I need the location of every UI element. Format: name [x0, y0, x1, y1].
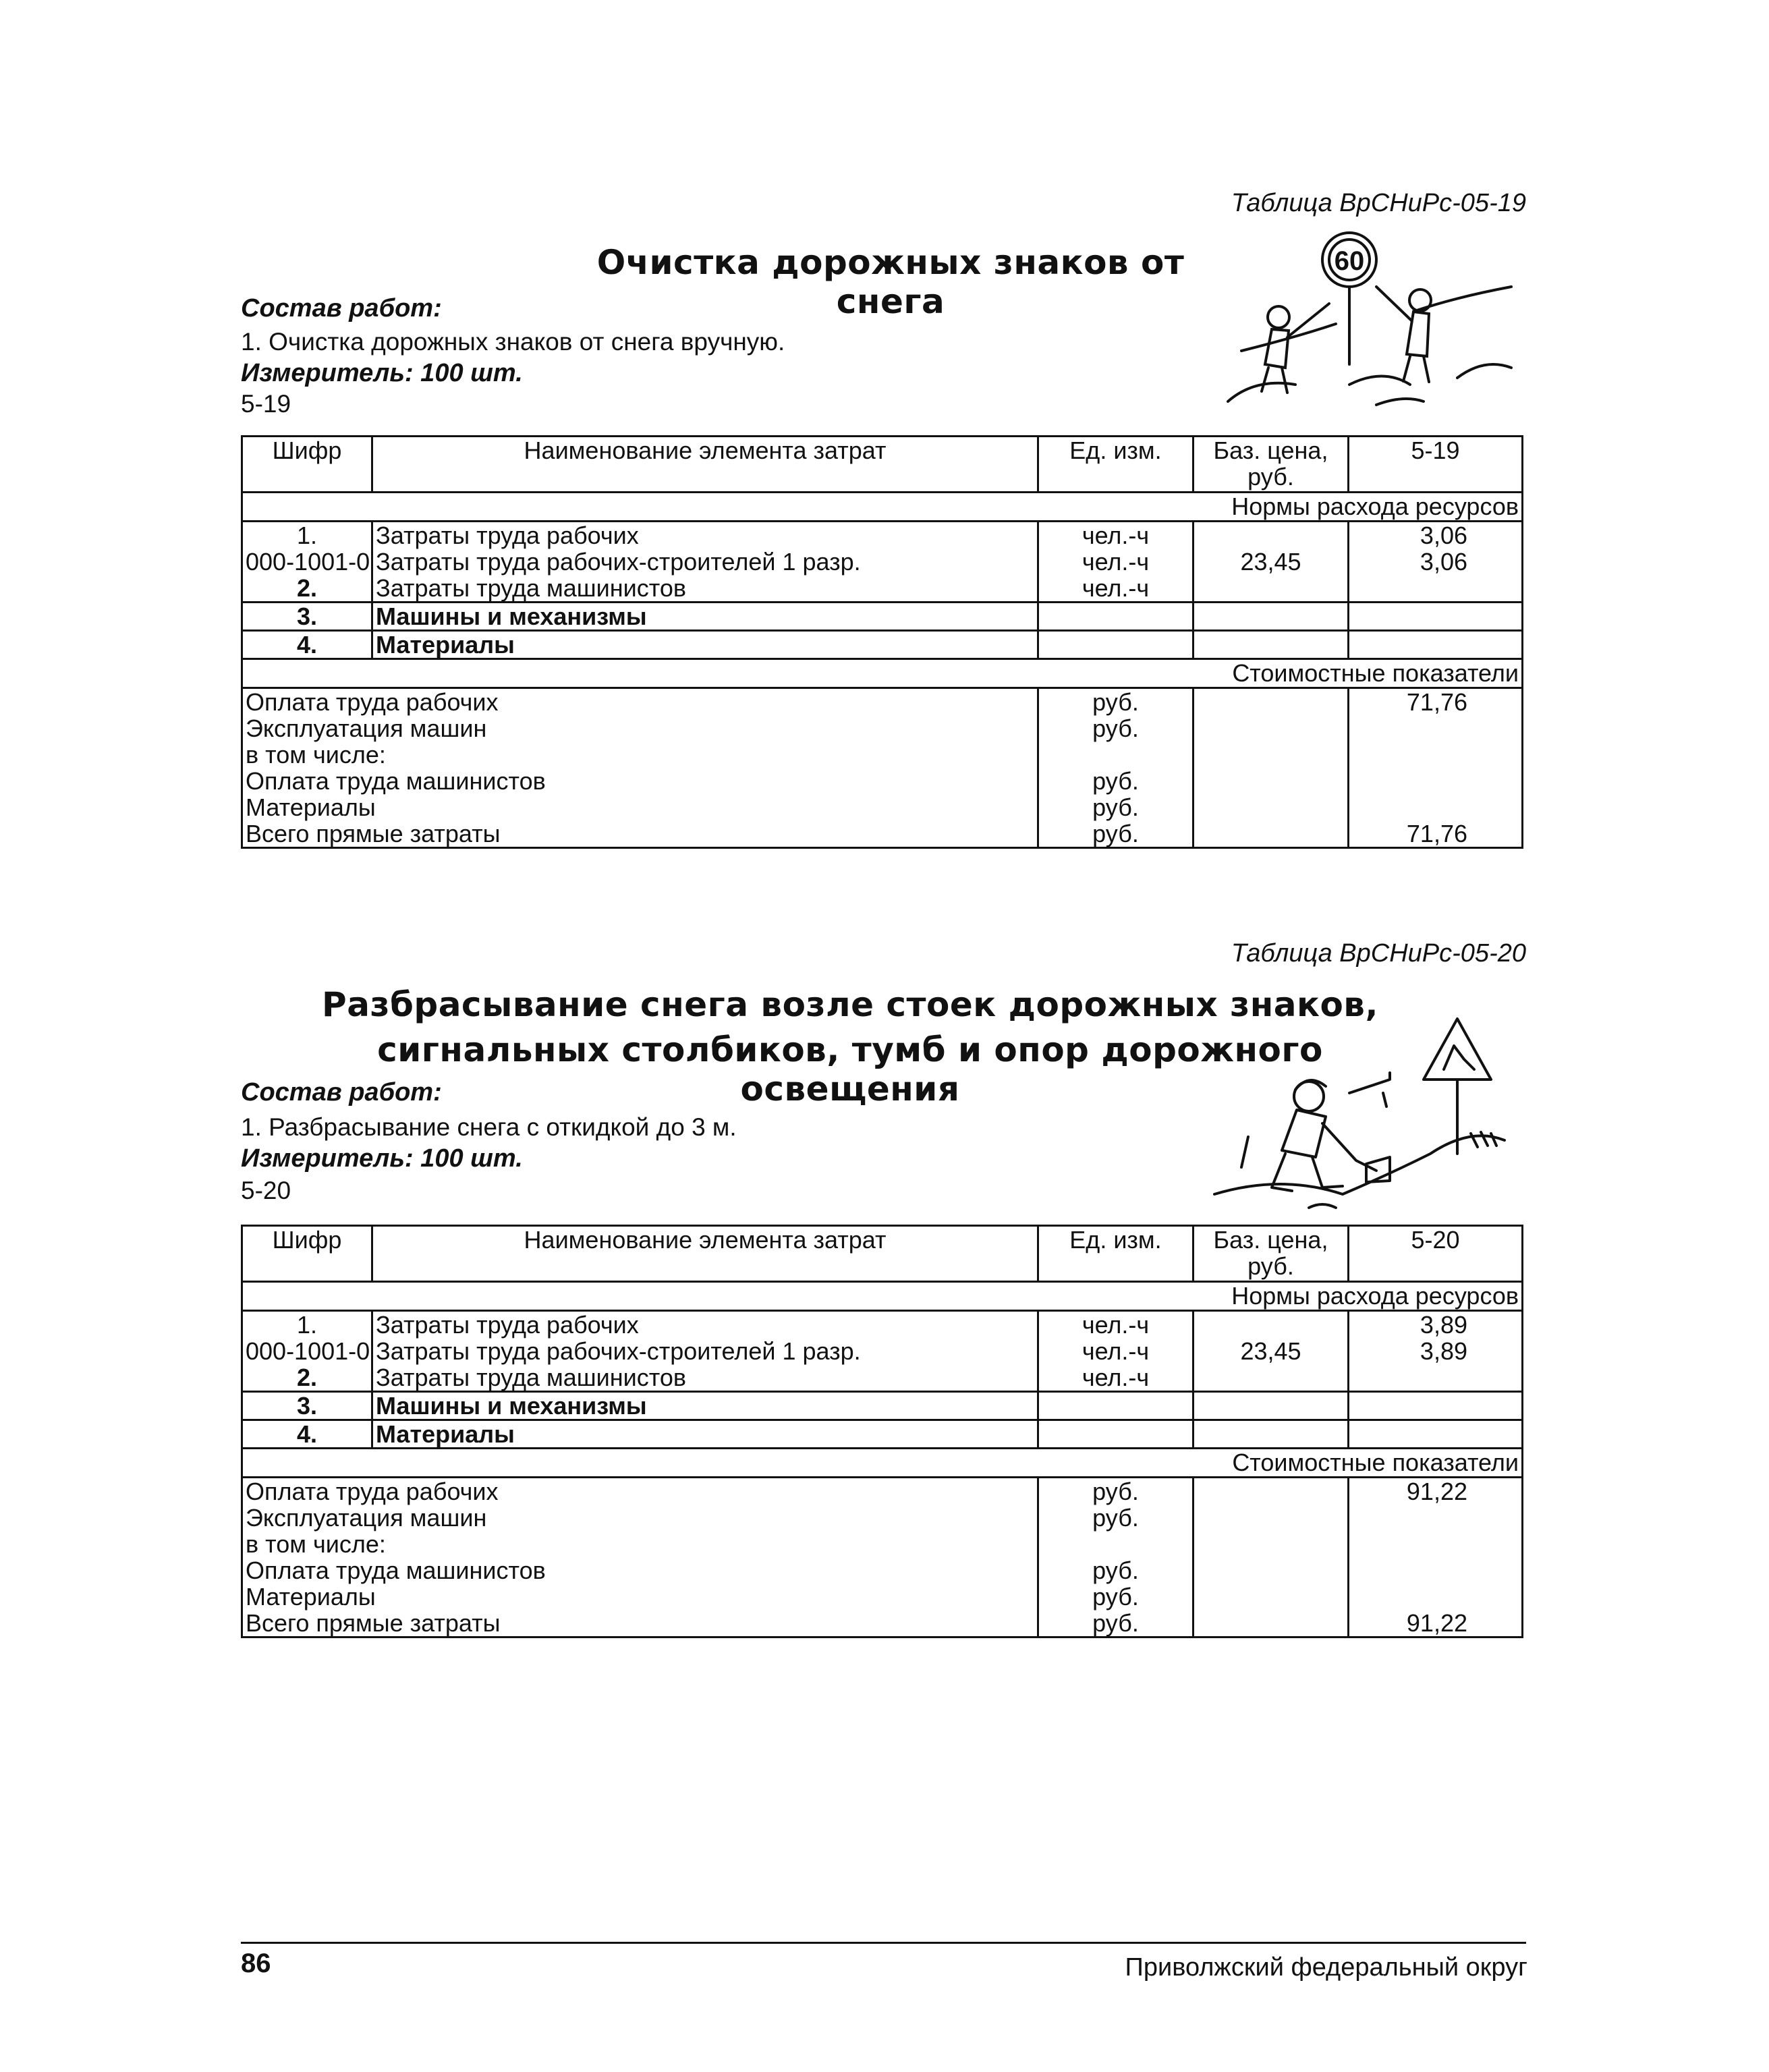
row-value: 71,76 [1349, 820, 1523, 848]
table-row [242, 1420, 1523, 1449]
section-title: Очистка дорожных знаков от снега [596, 243, 1185, 321]
table-row [242, 1364, 1523, 1392]
row-unit [1038, 1392, 1194, 1420]
section-norms: Нормы расхода ресурсов [242, 1282, 1523, 1311]
row-value: 3,06 [1349, 549, 1523, 575]
row-name: Затраты труда рабочих [372, 1311, 1038, 1339]
row-value [1349, 1557, 1523, 1584]
row-code: 2. [242, 575, 372, 603]
col-header-name: Наименование элемента затрат [372, 1226, 1038, 1282]
row-price: 23,45 [1194, 549, 1349, 575]
speed-sign-text: 60 [1334, 246, 1365, 276]
row-code: 1. [242, 1311, 372, 1339]
row-name: Материалы [242, 1584, 1038, 1610]
row-value [1349, 1420, 1523, 1449]
row-name: в том числе: [242, 741, 1038, 768]
row-value: 3,06 [1349, 522, 1523, 549]
row-value: 91,22 [1349, 1610, 1523, 1637]
row-name: Всего прямые затраты [242, 1610, 1038, 1637]
col-header-name: Наименование элемента затрат [372, 437, 1038, 493]
row-code: 4. [242, 1420, 372, 1449]
row-value [1349, 1531, 1523, 1557]
sostav-item: 1. Очистка дорожных знаков от снега вручную. [241, 328, 785, 356]
row-unit: руб. [1038, 820, 1194, 848]
row-value: 3,89 [1349, 1311, 1523, 1339]
row-name: Машины и механизмы [372, 603, 1038, 631]
row-unit [1038, 741, 1194, 768]
row-value [1349, 1584, 1523, 1610]
footer-region: Приволжский федеральный округ [1125, 1953, 1527, 1982]
table-row [242, 1584, 1523, 1610]
row-value [1349, 603, 1523, 631]
sostav-heading: Состав работ: [241, 1078, 442, 1107]
row-value [1349, 794, 1523, 820]
col-header-unit: Ед. изм. [1038, 1226, 1194, 1282]
col-header-value: 5-19 [1349, 437, 1523, 493]
table-row [242, 1610, 1523, 1637]
table-cell [1194, 768, 1349, 794]
col-header-unit: Ед. изм. [1038, 437, 1194, 493]
row-unit: чел.-ч [1038, 1364, 1194, 1392]
row-value [1349, 1392, 1523, 1420]
row-price [1194, 522, 1349, 549]
row-unit: руб. [1038, 1557, 1194, 1584]
table-row [242, 741, 1523, 768]
row-name: Эксплуатация машин [242, 715, 1038, 741]
table-row [242, 631, 1523, 659]
row-value [1349, 1505, 1523, 1531]
table-label: Таблица ВрСНиРс-05-19 [1231, 189, 1526, 217]
row-price [1194, 575, 1349, 603]
table-row [242, 1478, 1523, 1505]
table-cell [1194, 741, 1349, 768]
row-value: 71,76 [1349, 688, 1523, 716]
col-header-code: Шифр [242, 437, 372, 493]
row-code: 000-1001-0 [242, 1338, 372, 1364]
row-unit [1038, 1531, 1194, 1557]
row-name: Затраты труда рабочих-строителей 1 разр. [372, 1338, 1038, 1364]
row-name: Всего прямые затраты [242, 820, 1038, 848]
table-row [242, 688, 1523, 716]
col-header-price: Баз. цена, руб. [1194, 1226, 1349, 1282]
table-cell [1194, 1557, 1349, 1584]
row-value [1349, 715, 1523, 741]
table-row [242, 1392, 1523, 1420]
row-name: Затраты труда машинистов [372, 1364, 1038, 1392]
row-code: 3. [242, 603, 372, 631]
row-unit: чел.-ч [1038, 549, 1194, 575]
row-value [1349, 768, 1523, 794]
workers-clearing-sign-illustration [1214, 223, 1538, 425]
cost-table [241, 1225, 1523, 1638]
table-row [242, 794, 1523, 820]
row-value [1349, 575, 1523, 603]
row-code: 1. [242, 522, 372, 549]
row-name: Оплата труда машинистов [242, 1557, 1038, 1584]
table-cell [1194, 1584, 1349, 1610]
table-row [242, 1338, 1523, 1364]
table-row [242, 768, 1523, 794]
table-cell [1194, 688, 1349, 716]
row-name: Затраты труда рабочих [372, 522, 1038, 549]
row-unit: руб. [1038, 794, 1194, 820]
section-title-line-2: сигнальных столбиков, тумб и опор дорожного освещения [377, 1030, 1323, 1109]
table-cell [1194, 820, 1349, 848]
section-title-line-1: Разбрасывание снега возле стоек дорожных знаков, [322, 985, 1378, 1024]
sostav-item: 1. Разбрасывание снега с откидкой до 3 м. [241, 1113, 737, 1141]
row-name: Эксплуатация машин [242, 1505, 1038, 1531]
row-unit: руб. [1038, 1584, 1194, 1610]
row-unit: руб. [1038, 1505, 1194, 1531]
row-unit: руб. [1038, 715, 1194, 741]
footer-divider [241, 1942, 1526, 1944]
code-label: 5-20 [241, 1177, 291, 1204]
row-value: 91,22 [1349, 1478, 1523, 1505]
row-unit: руб. [1038, 1610, 1194, 1637]
table-cell [1194, 1478, 1349, 1505]
row-unit [1038, 1420, 1194, 1449]
table-row [242, 1557, 1523, 1584]
table-label: Таблица ВрСНиРс-05-20 [1231, 939, 1526, 968]
row-unit [1038, 631, 1194, 659]
table-row [242, 1505, 1523, 1531]
table-cell [1194, 794, 1349, 820]
table-cell [1194, 715, 1349, 741]
table-cell [1194, 1505, 1349, 1531]
table-row [242, 522, 1523, 549]
row-unit: чел.-ч [1038, 522, 1194, 549]
row-price [1194, 1364, 1349, 1392]
section-costs: Стоимостные показатели [242, 1449, 1523, 1478]
table-row [242, 820, 1523, 848]
row-unit: чел.-ч [1038, 1311, 1194, 1339]
row-value [1349, 1364, 1523, 1392]
section-costs: Стоимостные показатели [242, 659, 1523, 688]
izmeritel: Измеритель: 100 шт. [241, 359, 523, 387]
row-name: Оплата труда рабочих [242, 688, 1038, 716]
row-unit: чел.-ч [1038, 575, 1194, 603]
izmeritel: Измеритель: 100 шт. [241, 1144, 523, 1173]
code-label: 5-19 [241, 390, 291, 418]
table-row [242, 715, 1523, 741]
section-norms: Нормы расхода ресурсов [242, 493, 1523, 522]
col-header-value: 5-20 [1349, 1226, 1523, 1282]
row-unit [1038, 603, 1194, 631]
row-name: Материалы [372, 1420, 1038, 1449]
row-code: 4. [242, 631, 372, 659]
col-header-price: Баз. цена, руб. [1194, 437, 1349, 493]
col-header-code: Шифр [242, 1226, 372, 1282]
table-cell [1194, 1531, 1349, 1557]
table-row [242, 575, 1523, 603]
row-name: Машины и механизмы [372, 1392, 1038, 1420]
table-row [242, 549, 1523, 575]
row-value [1349, 631, 1523, 659]
row-value [1349, 741, 1523, 768]
row-price [1194, 1392, 1349, 1420]
row-unit: руб. [1038, 768, 1194, 794]
table-cell [1194, 1610, 1349, 1637]
row-name: Оплата труда рабочих [242, 1478, 1038, 1505]
worker-shoveling-snow-illustration [1187, 1005, 1518, 1214]
row-price [1194, 603, 1349, 631]
row-name: в том числе: [242, 1531, 1038, 1557]
table-row [242, 1531, 1523, 1557]
page-number: 86 [241, 1949, 271, 1978]
row-unit: чел.-ч [1038, 1338, 1194, 1364]
row-unit: руб. [1038, 1478, 1194, 1505]
cost-table [241, 435, 1523, 849]
row-price [1194, 1311, 1349, 1339]
sostav-heading: Состав работ: [241, 294, 442, 323]
row-name: Затраты труда рабочих-строителей 1 разр. [372, 549, 1038, 575]
row-name: Затраты труда машинистов [372, 575, 1038, 603]
row-code: 000-1001-0 [242, 549, 372, 575]
table-row [242, 603, 1523, 631]
row-name: Материалы [372, 631, 1038, 659]
table-row [242, 1311, 1523, 1339]
row-price [1194, 631, 1349, 659]
row-value: 3,89 [1349, 1338, 1523, 1364]
row-unit: руб. [1038, 688, 1194, 716]
row-name: Оплата труда машинистов [242, 768, 1038, 794]
row-code: 3. [242, 1392, 372, 1420]
row-price [1194, 1420, 1349, 1449]
row-name: Материалы [242, 794, 1038, 820]
row-code: 2. [242, 1364, 372, 1392]
row-price: 23,45 [1194, 1338, 1349, 1364]
